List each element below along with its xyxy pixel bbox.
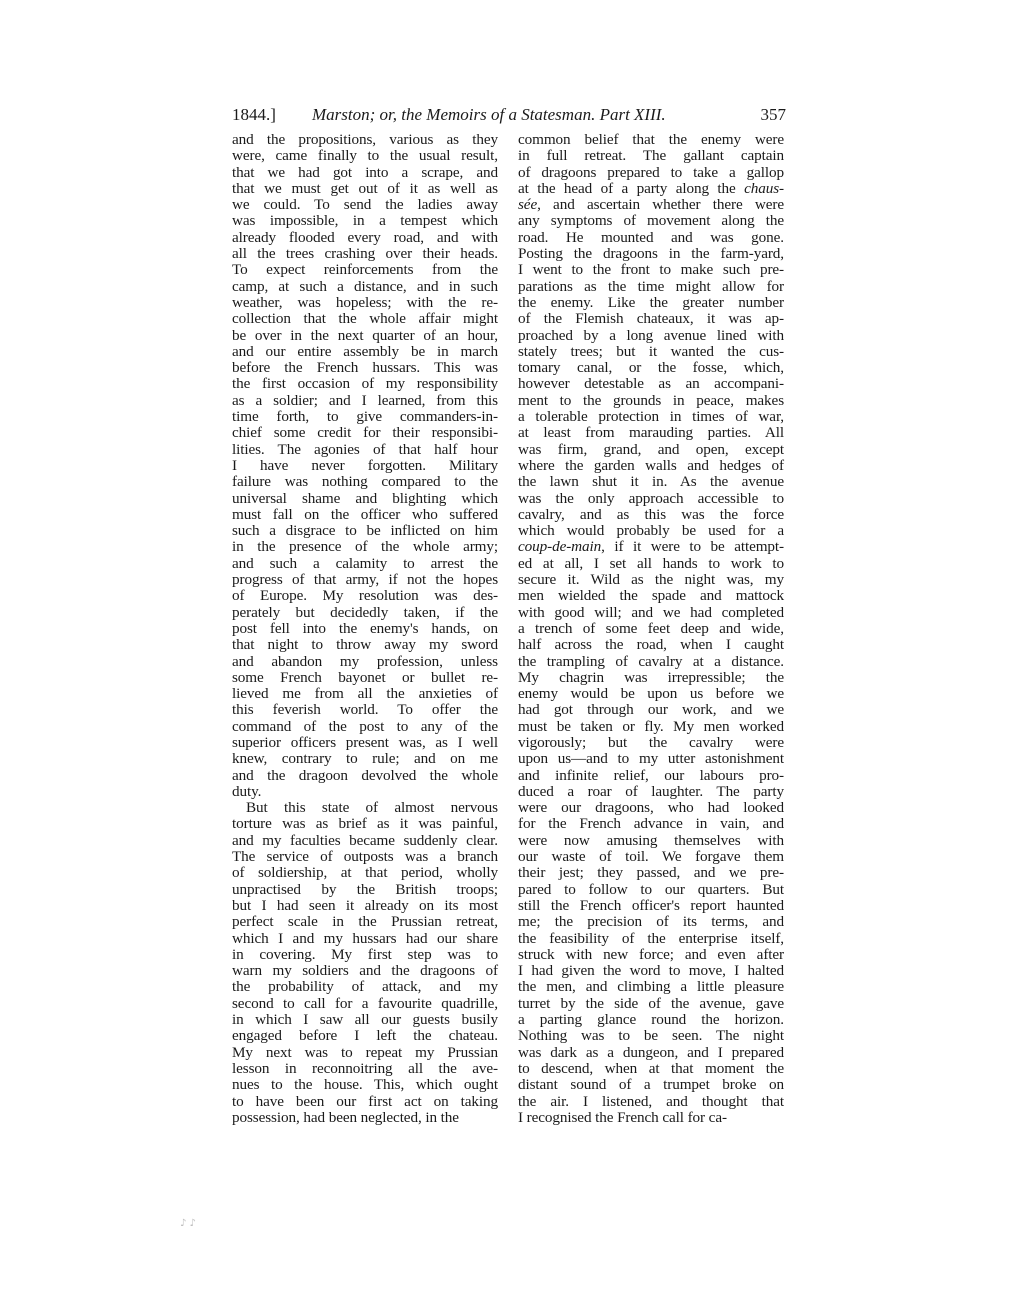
text-line: perately but decidedly taken, if the [232, 603, 498, 621]
text-line: superior officers present was, as I well [232, 733, 498, 751]
text-line: struck with new force; and even after [518, 945, 784, 963]
text-line: the enemy. Like the greater number [518, 293, 784, 311]
text-line: such a disgrace to be inflicted on him [232, 522, 498, 540]
text-line: weather, was hopeless; with the re- [232, 293, 498, 311]
header-year: 1844.] [232, 105, 276, 124]
text-line: collection that the whole affair might [232, 310, 498, 328]
text-line: were our dragoons, who had looked [518, 799, 784, 817]
text-line: ed at all, I set all hands to work to [518, 554, 784, 572]
text-line: in the presence of the whole army; [232, 538, 498, 556]
text-line: were, came finally to the usual result, [232, 147, 498, 165]
text-line: that night to throw away my sword [232, 636, 498, 654]
text-line: any symptoms of movement along the [518, 212, 784, 230]
text-line: But this state of almost nervous [246, 799, 498, 817]
text-line: as a soldier; and I learned, from this [232, 391, 498, 409]
text-line: and the propositions, various as they [232, 131, 498, 148]
left-text-column [232, 132, 498, 1126]
text-line: lesson in reconnoitring all the ave- [232, 1059, 498, 1077]
text-line: distant sound of a trumpet broke on [518, 1076, 784, 1094]
text-line: and infinite relief, our labours pro- [518, 766, 784, 784]
text-line: warn my soldiers and the dragoons of [232, 962, 498, 980]
text-line: unpractised by the British troops; [232, 880, 498, 898]
text-line: camp, at such a distance, and in such [232, 277, 498, 295]
text-line: My next was to repeat my Prussian [232, 1043, 498, 1061]
text-line: engaged before I left the chateau. [232, 1027, 498, 1045]
text-line: The service of outposts was a branch [232, 848, 498, 866]
text-line: a trench of some feet deep and wide, [518, 619, 784, 637]
text-line: common belief that the enemy were [518, 131, 784, 148]
text-line: was impossible, in a tempest which [232, 212, 498, 230]
text-line: were now amusing themselves with [518, 831, 784, 849]
text-line: secure it. Wild as the night was, my [518, 571, 784, 589]
text-line: this feverish world. To offer the [232, 701, 498, 719]
margin-marks: ♪ ♪ [180, 1218, 196, 1229]
text-line: vigorously; but the cavalry were [518, 733, 784, 751]
header-title: Marston; or, the Memoirs of a Statesman. Part XIII. [312, 105, 666, 124]
text-line: all the trees crashing over their heads. [232, 245, 498, 263]
text-line: knew, contrary to rule; and on me [232, 750, 498, 768]
text-line: and my faculties became suddenly clear. [232, 831, 498, 849]
text-line: duced a roar of laughter. The party [518, 782, 784, 800]
text-line: post fell into the enemy's hands, on [232, 619, 498, 637]
text-line: lieved me from all the anxieties of [232, 685, 498, 703]
text-line: duty. [232, 782, 262, 800]
text-line: but I had seen it already on its most [232, 896, 498, 914]
text-line: failure was nothing compared to the [232, 473, 498, 491]
text-line: turret by the side of the avenue, gave [518, 994, 784, 1012]
text-line: to descend, when at that moment the [518, 1059, 784, 1077]
text-line: cavalry, and as this was the force [518, 505, 784, 523]
text-line: me; the precision of its terms, and [518, 913, 784, 931]
text-line: which I and my hussars had our share [232, 929, 498, 947]
text-line: time forth, to give commanders-in- [232, 408, 498, 426]
text-line: must be taken or fly. My men worked [518, 717, 784, 735]
text-line: our waste of toil. We forgave them [518, 848, 784, 866]
text-line: and the dragoon devolved the whole [232, 766, 498, 784]
text-line: to have been our first act on taking [232, 1092, 498, 1110]
text-line: in which I saw all our guests busily [232, 1011, 498, 1029]
text-line: the air. I listened, and thought that [518, 1092, 784, 1110]
text-line: was the only approach accessible to [518, 489, 784, 507]
page-number: 357 [760, 105, 786, 124]
text-line: still the French officer's report haunted [518, 896, 784, 914]
text-line: the lawn shut it in. As the avenue [518, 473, 784, 491]
text-line: already flooded every road, and with [232, 228, 498, 246]
text-line: perfect scale in the Prussian retreat, [232, 913, 498, 931]
text-line: with good will; and we had completed [518, 603, 784, 621]
text-line: of soldiership, at that period, wholly [232, 864, 498, 882]
text-line: in full retreat. The gallant captain [518, 147, 784, 165]
text-line: chief some credit for their responsibi- [232, 424, 498, 442]
text-line: enemy would be upon us before we [518, 685, 784, 703]
text-line: command of the post to any of the [232, 717, 498, 735]
text-line: possession, had been neglected, in the [232, 1108, 459, 1126]
text-line: the first occasion of my responsibility [232, 375, 498, 393]
text-line: however detestable as an accompani- [518, 375, 784, 393]
text-line: second to call for a favourite quadrille, [232, 994, 498, 1012]
text-line: My chagrin was irrepressible; the [518, 668, 784, 686]
text-line: a parting glance round the horizon. [518, 1011, 784, 1029]
text-line: for the French advance in vain, and [518, 815, 784, 833]
text-line: proached by a long avenue lined with [518, 326, 784, 344]
text-line: ment to the grounds in peace, makes [518, 391, 784, 409]
text-line: progress of that army, if not the hopes [232, 571, 498, 589]
text-line: parations as the time might allow for [518, 277, 784, 295]
text-line: the probability of attack, and my [232, 978, 498, 996]
text-line: I recognised the French call for ca- [518, 1108, 727, 1126]
text-line: be over in the next quarter of an hour, [232, 326, 498, 344]
text-line: and our entire assembly be in march [232, 342, 498, 360]
text-line: nues to the house. This, which ought [232, 1076, 498, 1094]
text-line: that we had got into a scrape, and [232, 163, 498, 181]
text-line: torture was as brief as it was painful, [232, 815, 498, 833]
text-line: of the Flemish chateaux, it was ap- [518, 310, 784, 328]
text-line: must fall on the officer who suffered [232, 505, 498, 523]
text-line: some French bayonet or bullet re- [232, 668, 498, 686]
text-line: universal shame and blighting which [232, 489, 498, 507]
text-line: stately trees; but it wanted the cus- [518, 342, 784, 360]
text-line: sée, and ascertain whether there were [518, 196, 784, 214]
text-line: men wielded the spade and mattock [518, 587, 784, 605]
text-line: was firm, grand, and open, except [518, 440, 784, 458]
text-line: I went to the front to make such pre- [518, 261, 784, 279]
text-line: Nothing was to be seen. The night [518, 1027, 784, 1045]
text-line: where the garden walls and hedges of [518, 456, 784, 474]
text-line: which would probably be used for a [518, 522, 784, 540]
text-line: before the French hussars. This was [232, 359, 498, 377]
text-line: had got through our work, and we [518, 701, 784, 719]
text-line: To expect reinforcements from the [232, 261, 498, 279]
text-line: half across the road, when I caught [518, 636, 784, 654]
right-text-column [518, 132, 784, 1126]
text-line: of Europe. My resolution was des- [232, 587, 498, 605]
text-line: their jest; they passed, and we pre- [518, 864, 784, 882]
text-line: road. He mounted and was gone. [518, 228, 784, 246]
text-line: I had given the word to move, I halted [518, 962, 784, 980]
text-line: the trampling of cavalry at a distance. [518, 652, 784, 670]
text-line: pared to follow to our quarters. But [518, 880, 784, 898]
text-line: coup-de-main, if it were to be attempt- [518, 538, 784, 556]
text-line: I have never forgotten. Military [232, 456, 498, 474]
text-line: was dark as a dungeon, and I prepared [518, 1043, 784, 1061]
text-line: lities. The agonies of that half hour [232, 440, 498, 458]
text-line: upon us—and to my utter astonishment [518, 750, 784, 768]
text-line: in covering. My first step was to [232, 945, 498, 963]
running-head [232, 104, 786, 128]
text-line: at least from marauding parties. All [518, 424, 784, 442]
text-line: of dragoons prepared to take a gallop [518, 163, 784, 181]
text-line: we could. To send the ladies away [232, 196, 498, 214]
text-line: Posting the dragoons in the farm-yard, [518, 245, 784, 263]
text-line: a tolerable protection in times of war, [518, 408, 784, 426]
text-line: and abandon my profession, unless [232, 652, 498, 670]
text-line: the men, and climbing a little pleasure [518, 978, 784, 996]
text-line: at the head of a party along the chaus- [518, 179, 784, 197]
text-line: tomary canal, or the fosse, which, [518, 359, 784, 377]
text-line: that we must get out of it as well as [232, 179, 498, 197]
text-line: and such a calamity to arrest the [232, 554, 498, 572]
text-line: the feasibility of the enterprise itself, [518, 929, 784, 947]
